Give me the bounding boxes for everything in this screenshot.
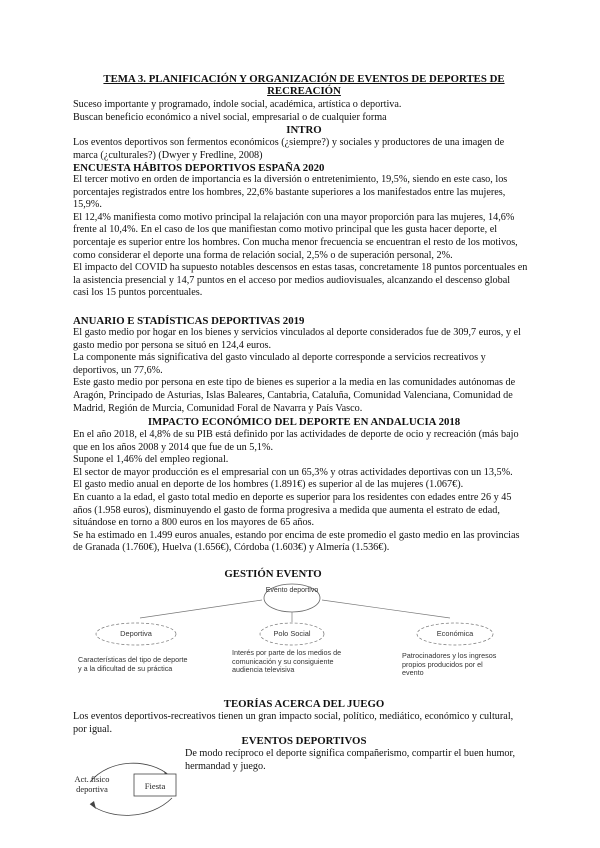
paragraph: El 12,4% manifiesta como motivo principal la relajación con una mayor proporción para las mujeres, 14,6% frente al 10,4%. En el caso de los que manifiestan como motivo principal que les gusta hacer deporte, el porcentaje es superior entre los hombres. Con mucha menor frecuencia se encuentran el resto de los motivos, como considerar el deporte una forma de relación social, 2,5% o de superación personal, 2%. [73,211,518,261]
gestion-heading: GESTIÓN EVENTO [224,568,322,580]
paragraph: El impacto del COVID ha supuesto notables descensos en estas tasas, concretamente 18 puntos porcentuales en la asistencia presencial y 14,7 puntos en el acceso por medios audiovisuales, alcanzando el descenso global casi los 15 puntos porcentuales. [73,262,528,299]
cycle-left-label: Act. físico deportiva [74,775,110,794]
intro-text: Los eventos deportivos son fermentos económicos (¿siempre?) y sociales y productores de una imagen de marca (¿culturales?) (Dwyer y Fredline, 2008) [73,137,505,161]
cycle-right-label: Fiesta [144,781,166,791]
paragraph: En el año 2018, el 4,8% de su PIB está definido por las actividades de deporte de ocio y recreación (más bajo que en los años 2008 y 2014 que fue de un 5,1%. [73,429,519,453]
root-node-label: Evento deportivo [265,587,319,594]
node-desc-deportiva: Características del tipo de deporte y a la dificultad de su práctica [78,655,188,673]
node-desc-economica: Patrocinadores y los ingresos propios producidos por el evento [402,651,497,678]
anuario-heading: ANUARIO E STADÍSTICAS DEPORTIVAS 2019 [73,315,305,327]
paragraph: El tercer motivo en orden de importancia es la diversión o entretenimiento, 19,5%, siendo en este caso, los porcentajes registrados entre los hombres, 22,6% bastante superiores a los manifestados entre las mujeres, 15,9%. [73,174,508,211]
node-label-economica: Económica [436,629,474,638]
eventos-text: De modo recíproco el deporte significa compañerismo, compartir el buen humor, hermandad y juego. [185,748,516,772]
impacto-heading: IMPACTO ECONÓMICO DEL DEPORTE EN ANDALUCIA 2018 [147,416,461,428]
paragraph: El gasto medio por hogar en los bienes y servicios vinculados al deporte considerados fue de 309,7 euros, y el gasto medio por persona se situó en 124,4 euros. [73,327,521,351]
document-title: TEMA 3. PLANIFICACIÓN Y ORGANIZACIÓN DE EVENTOS DE DEPORTES DE RECREACIÓN [103,73,505,98]
intro-line: Buscan beneficio económico a nivel social, empresarial o de cualquier forma [73,111,387,123]
paragraph: El sector de mayor producción es el empresarial con un 65,3% y otras actividades deportivas con un 13,5%. [73,466,513,478]
node-label-polo-social: Polo Social [273,629,311,638]
paragraph: En cuanto a la edad, el gasto total medio en deporte es superior para los residentes con edades entre 26 y 45 años (1.958 euros), disminuyendo el gasto de forma progresiva a medida que aumenta el estrato de edad, situándose en torno a 800 euros en los mayores de 65 años. [73,491,512,529]
intro-heading: INTRO [286,124,322,136]
paragraph: Supone el 1,46% del empleo regional. [73,454,229,466]
node-label-deportiva: Deportiva [120,629,152,638]
paragraph: El gasto medio anual en deporte de los hombres (1.891€) es superior al de las mujeres (1.067€). [73,479,464,491]
cycle-arrow-bottom [90,798,172,815]
paragraph: La componente más significativa del gasto vinculado al deporte corresponde a servicios recreativos y deportivos, un 77,6%. [73,352,486,376]
intro-line: Suceso importante y programado, índole social, académica, artística o deportiva. [73,99,402,110]
paragraph: Se ha estimado en 1.499 euros anuales, estando por encima de este promedio el gasto medio en las provincias de Granada (1.760€), Huelva (1.656€), Córdoba (1.603€) y Almería (1.536€). [73,529,520,554]
paragraph: Este gasto medio por persona en este tipo de bienes es superior a la media en las comunidades autónomas de Aragón, Principado de Asturias, Islas Baleares, Cantabria, Cataluña, Comunidad Valenciana, Comunidad de Madrid, Región de Murcia, Comunidad Foral de Navarra y País Vasco. [73,377,516,414]
teorias-heading: TEORÍAS ACERCA DEL JUEGO [223,698,385,710]
encuesta-heading: ENCUESTA HÁBITOS DEPORTIVOS ESPAÑA 2020 [73,162,325,174]
teorias-text: Los eventos deportivos-recreativos tienen un gran impacto social, político, mediático, económico y cultural, por igual. [73,711,514,735]
eventos-heading: EVENTOS DEPORTIVOS [241,735,367,747]
node-desc-polo-social: Interés por parte de los medios de comunicación y su consiguiente audiencia televisiva [232,648,342,675]
